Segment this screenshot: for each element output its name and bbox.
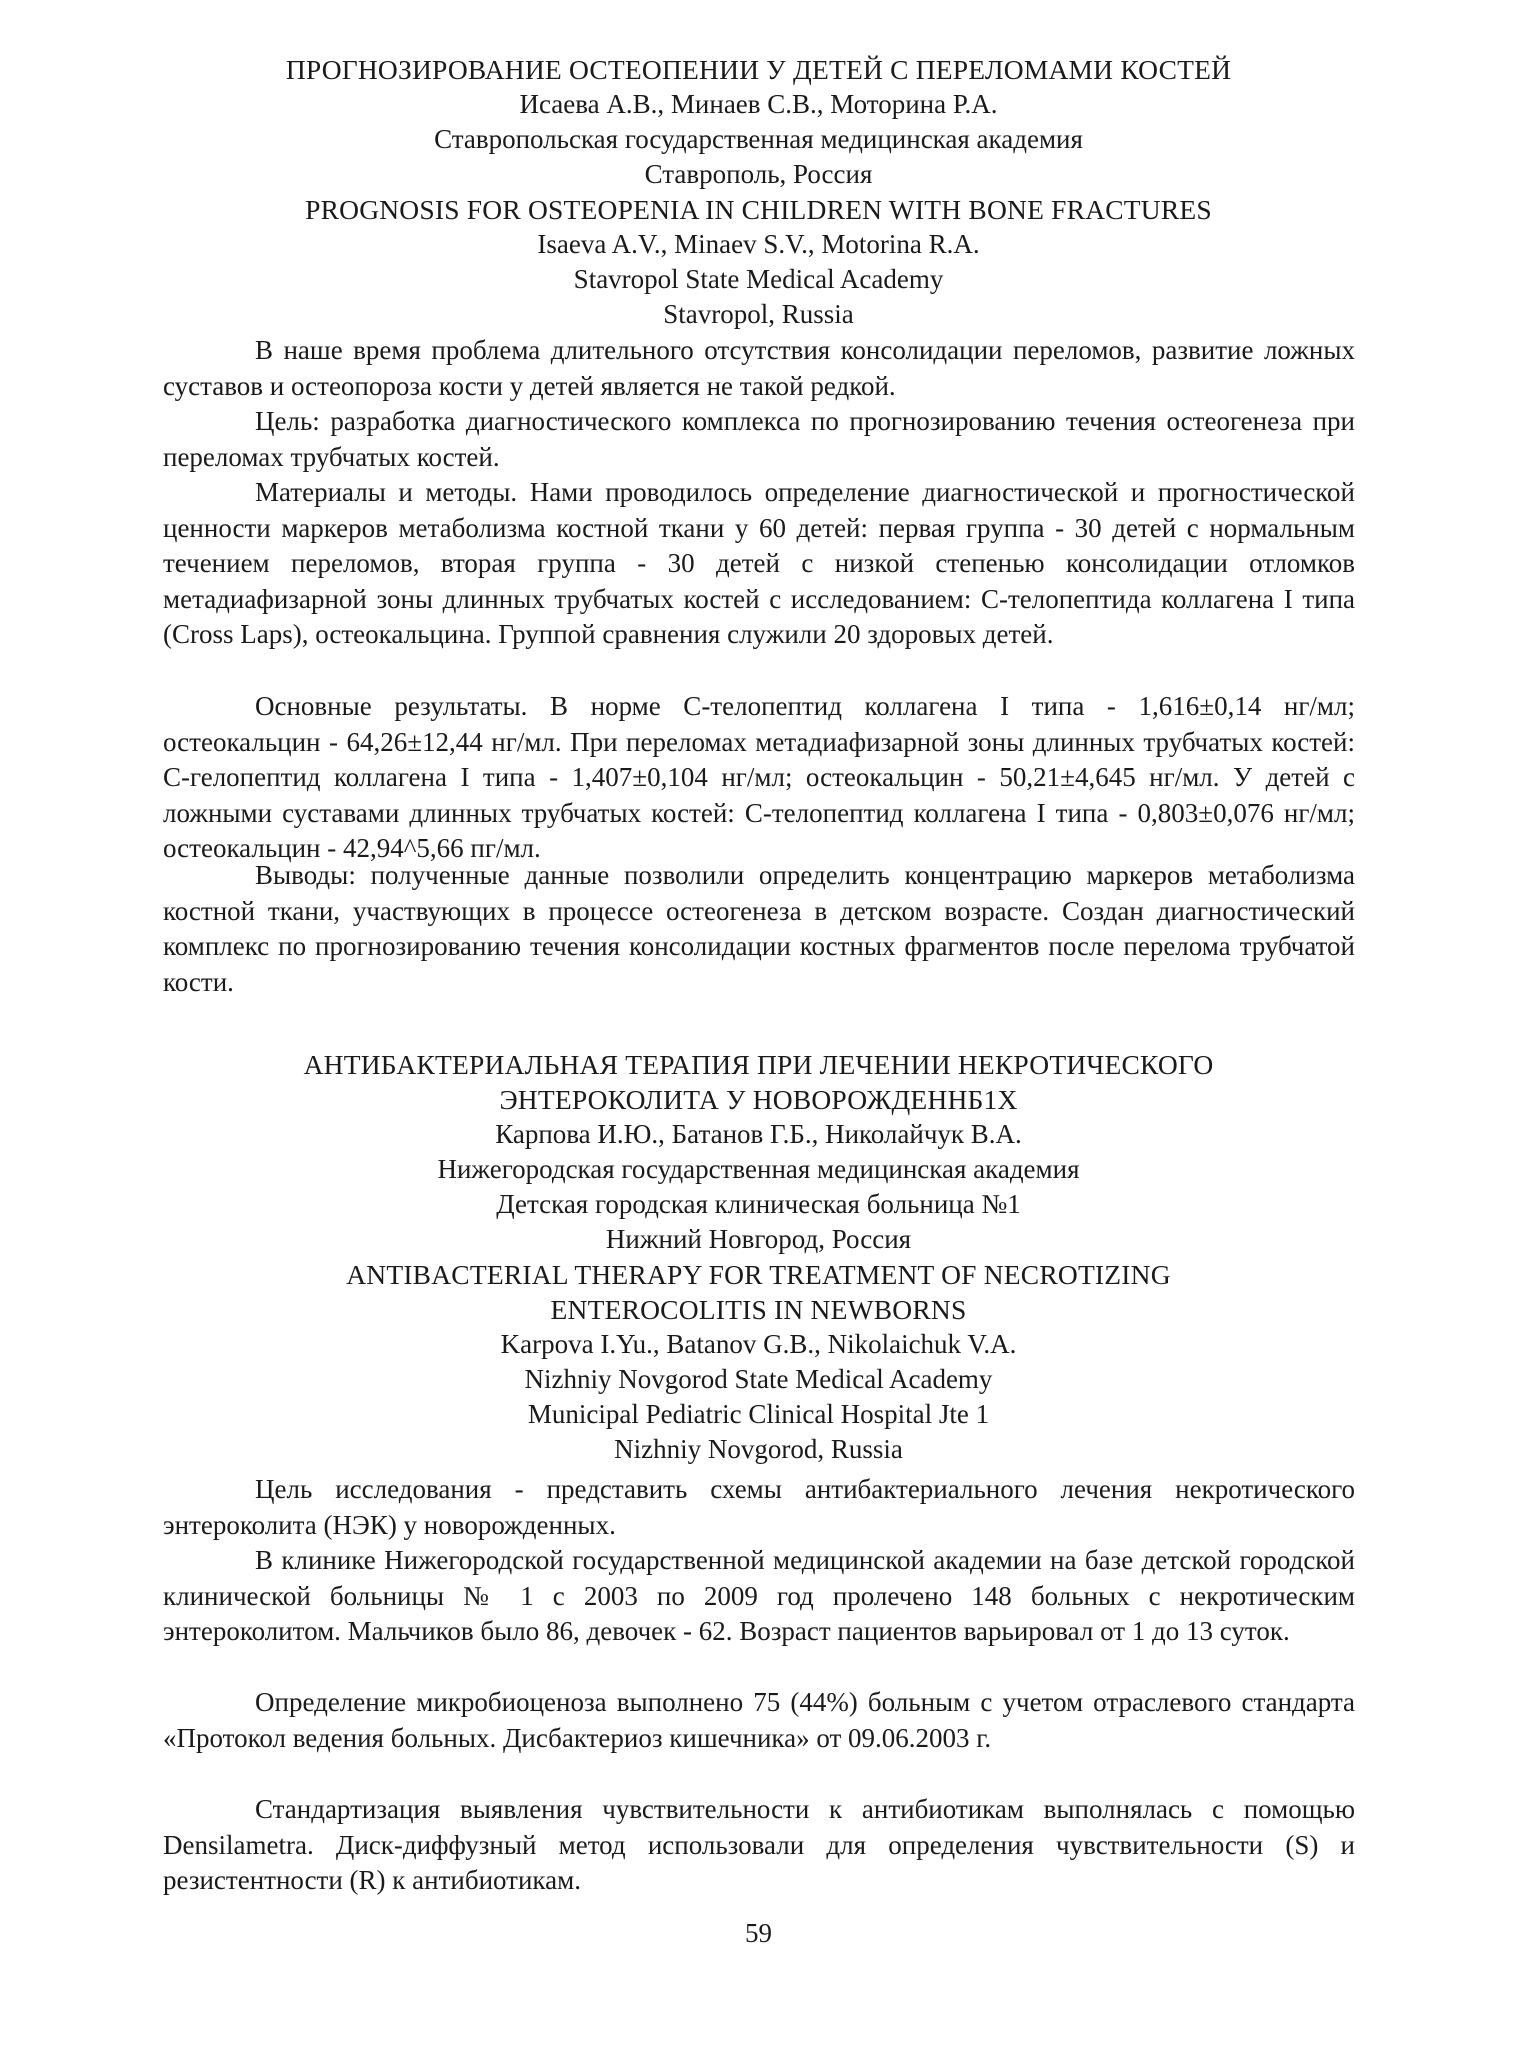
abstract-1-paragraph bbox=[163, 475, 1355, 653]
abstract-2-authors-ru: Карпова И.Ю., Батанов Г.Б., Николайчук В.А. bbox=[495, 1119, 1022, 1149]
abstract-1-paragraph bbox=[163, 333, 1355, 404]
paragraph-text: Материалы и методы. Нами проводилось определение диагностической и прогностической ценности маркеров метаболизма костной ткани у 60 детей: первая группа - 30 детей с нормальным течением переломов, вторая группа - 30 детей с низкой степенью консолидации отломков метадиафизарной зоны длинных трубчатых костей с исследованием: С-телопептида коллагена I типа (Cross Laps), остеокальцина. Группой сравнения служили 20 здоровых детей. bbox=[163, 477, 1355, 649]
abstract-1-paragraph bbox=[163, 404, 1355, 475]
abstract-2-paragraph bbox=[163, 1543, 1355, 1650]
paragraph-text: В наше время проблема длительного отсутствия консолидации переломов, развитие ложных суставов и остеопороза кости у детей является не такой редкой. bbox=[163, 335, 1355, 401]
abstract-1-title-en: PROGNOSIS FOR OSTEOPENIA IN CHILDREN WITH BONE FRACTURES bbox=[305, 194, 1212, 225]
abstract-1-institution-ru: Ставропольская государственная медицинская академия bbox=[434, 124, 1083, 154]
abstract-2-title-ru-line-1: АНТИБАКТЕРИАЛЬНАЯ ТЕРАПИЯ ПРИ ЛЕЧЕНИИ НЕКРОТИЧЕСКОГО bbox=[303, 1049, 1214, 1080]
paragraph-text: Стандартизация выявления чувствительности к антибиотикам выполнялась с помощью Densilametra. Диск-диффузный метод использовали для определения чувствительности (S) и резистентности (R) к антибиотикам. bbox=[163, 1794, 1355, 1895]
abstract-2-paragraph bbox=[163, 1685, 1355, 1756]
abstract-2-hospital-en: Municipal Pediatric Clinical Hospital Jte 1 bbox=[527, 1399, 990, 1429]
page-number: 59 bbox=[745, 1918, 772, 1948]
paragraph-text: В клинике Нижегородской государственной медицинской академии на базе детской городской клинической больницы № 1 с 2003 по 2009 год пролечено 148 больных с некротическим энтероколитом. Мальчиков было 86, девочек - 62. Возраст пациентов варьировал от 1 до 13 суток. bbox=[163, 1545, 1355, 1646]
abstract-1-paragraph bbox=[163, 689, 1355, 867]
abstract-1-paragraph bbox=[163, 858, 1355, 1000]
abstract-1-header bbox=[0, 52, 1517, 332]
abstract-1-authors-en: Isaeva A.V., Minaev S.V., Motorina R.A. bbox=[537, 229, 980, 259]
abstract-2-title-ru-line-2: ЭНТЕРОКОЛИТА У НОВОРОЖДЕННБ1Х bbox=[499, 1084, 1018, 1115]
abstract-1-location-en: Stavropol, Russia bbox=[663, 299, 854, 329]
abstract-2-authors-en: Karpova I.Yu., Batanov G.B., Nikolaichuk V.A. bbox=[500, 1329, 1017, 1359]
abstract-2-paragraph bbox=[163, 1792, 1355, 1899]
abstract-1-authors-ru: Исаева А.В., Минаев С.В., Моторина Р.А. bbox=[519, 89, 998, 119]
abstract-2-location-ru: Нижний Новгород, Россия bbox=[605, 1224, 912, 1254]
abstract-1-location-ru: Ставрополь, Россия bbox=[644, 159, 873, 189]
abstract-2-title-en-line-2: ENTEROCOLITIS IN NEWBORNS bbox=[550, 1294, 967, 1325]
paragraph-text: Выводы: полученные данные позволили определить концентрацию маркеров метаболизма костной ткани, участвующих в процессе остеогенеза в детском возрасте. Создан диагностический комплекс по прогнозированию течения консолидации костных фрагментов после перелома трубчатой кости. bbox=[163, 860, 1355, 997]
abstract-1-title-ru: ПРОГНОЗИРОВАНИЕ ОСТЕОПЕНИИ У ДЕТЕЙ С ПЕРЕЛОМАМИ КОСТЕЙ bbox=[285, 54, 1232, 85]
abstract-1-institution-en: Stavropol State Medical Academy bbox=[573, 264, 944, 294]
abstract-2-hospital-ru: Детская городская клиническая больница №1 bbox=[496, 1189, 1021, 1219]
paragraph-text: Основные результаты. В норме С-телопептид коллагена I типа - 1,616±0,14 нг/мл; остеокальцин - 64,26±12,44 нг/мл. При переломах метадиафизарной зоны длинных трубчатых костей: С-гелопептид коллагена I типа - 1,407±0,104 нг/мл; остеокальцин - 50,21±4,645 нг/мл. У детей с ложными суставами длинных трубчатых костей: С-телопептид коллагена I типа - 0,803±0,076 нг/мл; остеокальцин - 42,94^5,66 пг/мл. bbox=[163, 691, 1355, 863]
abstract-2-title-en-line-1: ANTIBACTERIAL THERAPY FOR TREATMENT OF NECROTIZING bbox=[346, 1259, 1171, 1290]
paragraph-text: Определение микробиоценоза выполнено 75 (44%) больным с учетом отраслевого стандарта «Протокол ведения больных. Дисбактериоз кишечника» от 09.06.2003 г. bbox=[163, 1687, 1355, 1753]
paragraph-text: Цель исследования - представить схемы антибактериального лечения некротического энтероколита (НЭК) у новорожденных. bbox=[163, 1474, 1355, 1540]
abstract-2-location-en: Nizhniy Novgorod, Russia bbox=[614, 1434, 903, 1464]
abstract-2-paragraph bbox=[163, 1472, 1355, 1543]
abstract-2-institution-en: Nizhniy Novgorod State Medical Academy bbox=[524, 1364, 993, 1394]
abstract-2-header bbox=[0, 1047, 1517, 1467]
paragraph-text: Цель: разработка диагностического комплекса по прогнозированию течения остеогенеза при переломах трубчатых костей. bbox=[163, 406, 1355, 472]
abstract-2-institution-ru: Нижегородская государственная медицинская академия bbox=[437, 1154, 1080, 1184]
